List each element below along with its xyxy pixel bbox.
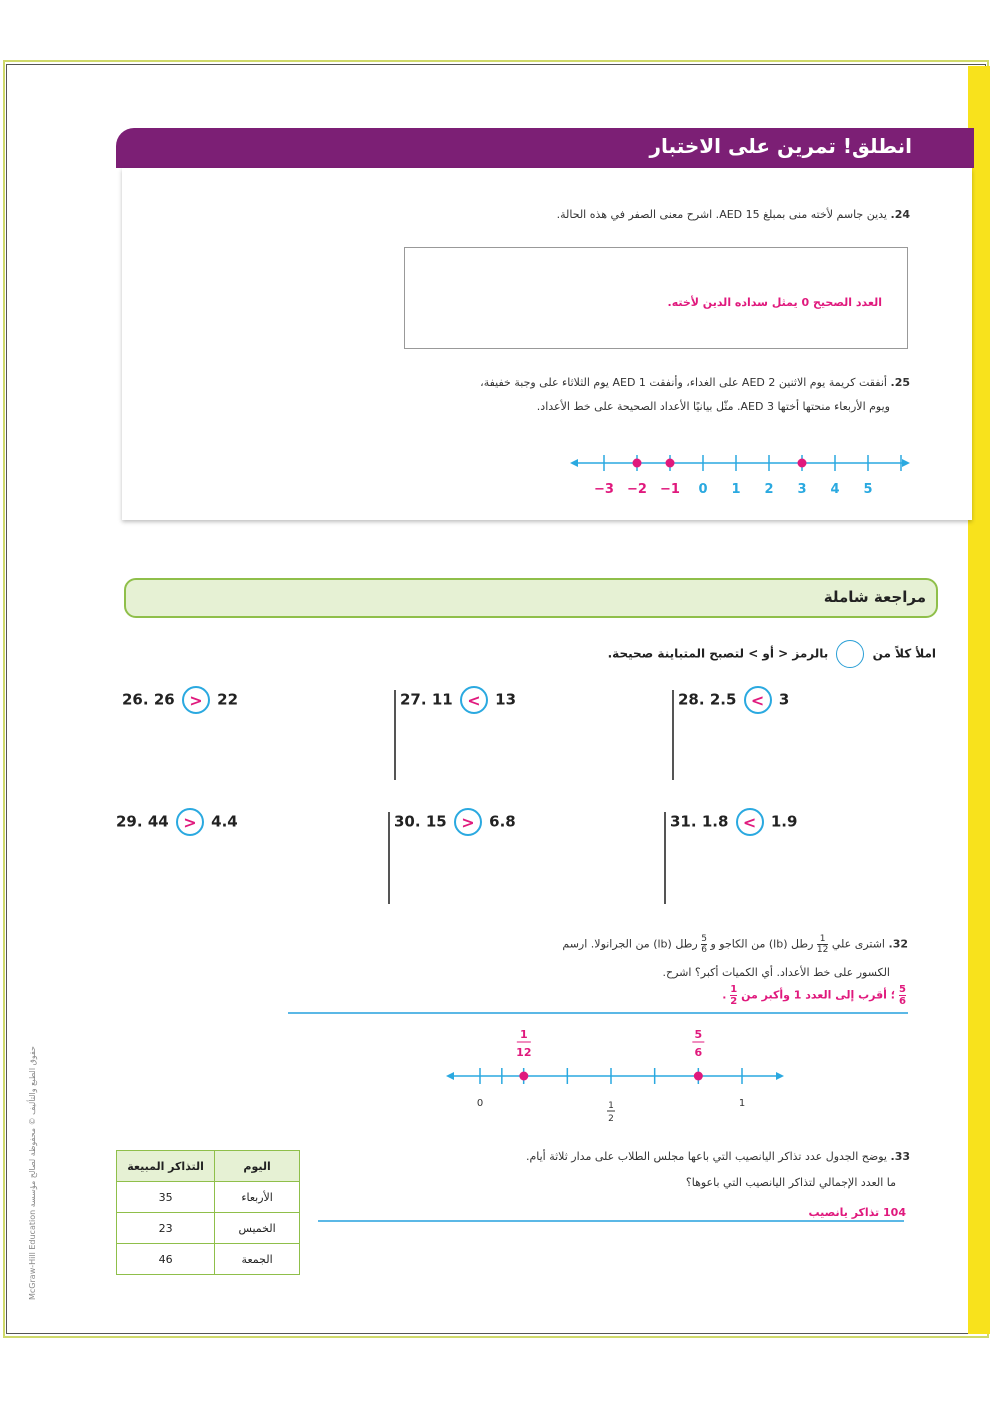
q32-answer-line [288,1012,908,1014]
circle-icon [836,640,864,668]
divider [394,690,396,780]
point-1-12 [519,1072,528,1081]
label-half-num: 1 [608,1101,614,1111]
q25-line2: ويوم الأربعاء منحتها أختها AED 3. مثّل بيانيًا الأعداد الصحيحة على خط الأعداد. [536,400,890,413]
label-1-12-num: 1 [520,1028,528,1041]
comparison-29: 29. 44 > 4.4 [116,808,238,836]
label-half-den: 2 [608,1114,614,1124]
plotted-point [633,459,642,468]
axis-label: −3 [594,482,614,497]
table-row [117,1244,300,1275]
q32-line1: 32. اشترى علي $\frac{1}{12}$ رطل (lb) من الكاجو و $\frac{5}{6}$ رطل (lb) من الجرانولا. ارسم [562,934,908,955]
answer-fraction-1-2: $\frac{1}{2}$ [730,984,738,1007]
q25-number-line [560,448,920,504]
day-cell: الجمعة [215,1244,300,1275]
label-0: 0 [476,1098,484,1109]
instruction [500,640,936,668]
review-bar [124,578,938,618]
test-practice-header [116,128,974,168]
axis-label: −2 [627,482,647,497]
label-5-6-num: 5 [694,1028,703,1041]
sold-cell: 35 [117,1182,215,1213]
table-row [117,1182,300,1213]
q25-arrow-right [902,459,910,467]
axis-label: 4 [830,482,840,497]
answer-circle[interactable]: < [736,808,764,836]
q24-statement: يدين جاسم لأخته منى بمبلغ AED 15. اشرح معنى الصفر في هذه الحالة. [556,208,887,221]
q32-answer: $\frac{5}{6}$ ؛ أقرب إلى العدد 1 وأكبر من $\frac{1}{2}$ . [722,984,906,1007]
copyright-text: McGraw-Hill Education حقوق الطبع والتأليف © محفوظة لصالح مؤسسة [28,1046,37,1300]
answer-circle[interactable]: < [460,686,488,714]
q25-arrow-left [570,459,578,467]
axis-label: 2 [764,482,774,497]
answer-circle[interactable]: < [744,686,772,714]
q25-line1-text: أنفقت كريمة يوم الاثنين AED 2 على الغداء، وأنفقت AED 1 يوم الثلاثاء على وجبة خفيفة، [480,376,887,389]
q33-line2: ما العدد الإجمالي لتذاكر اليانصيب التي باعوها؟ [685,1176,896,1189]
day-cell: الخميس [215,1213,300,1244]
instruction-part1: املأ كلاً من [872,646,936,661]
axis-label: 5 [863,482,873,497]
q32-line2: الكسور على خط الأعداد. أي الكميات أكبر؟ اشرح. [662,966,890,979]
header-title: انطلق! تمرين على الاختبار [649,134,912,158]
plotted-point [798,459,807,468]
sold-cell: 23 [117,1213,215,1244]
q24-number: 24. [890,208,910,221]
axis-label: 1 [731,482,741,497]
plotted-point [666,459,675,468]
axis-label: 0 [698,482,708,497]
comparison-27: 27. 11 < 13 [400,686,516,714]
answer-circle[interactable]: > [454,808,482,836]
answer-fraction-5-6: $\frac{5}{6}$ [899,984,906,1007]
answer-circle[interactable]: > [182,686,210,714]
label-1-12-den: 12 [516,1046,532,1059]
fraction-1-12: $\frac{1}{12}$ [816,934,829,955]
comparison-28: 28. 2.5 < 3 [678,686,789,714]
label-5-6-den: 6 [694,1046,703,1059]
q33-number: 33. [890,1150,910,1163]
q32-arrow-left [446,1072,454,1080]
comparison-30: 30. 15 > 6.8 [394,808,516,836]
q24-answer: العدد الصحيح 0 يمثل سداده الدين لأخته. [667,296,882,309]
q32-arrow-right [776,1072,784,1080]
divider [664,812,666,904]
tickets-table [116,1150,300,1275]
divider [672,690,674,780]
header-day: اليوم [215,1151,300,1182]
q33-answer: 104 تذاكر يانصيب [808,1206,906,1219]
axis-label: −1 [660,482,680,497]
instruction-part2: بالرمز < أو > لتصبح المتباينة صحيحة. [607,646,829,661]
label-1: 1 [738,1098,746,1109]
comparison-31: 31. 1.8 < 1.9 [670,808,797,836]
copyright-side-note [22,1010,42,1300]
q32-number-line [440,1020,790,1130]
fraction-5-6: $\frac{5}{6}$ [701,934,707,955]
review-title: مراجعة شاملة [823,588,926,606]
point-5-6 [694,1072,703,1081]
axis-label: 3 [797,482,807,497]
table-header-row [117,1151,300,1182]
header-sold: التذاكر المبيعة [117,1151,215,1182]
q25-number: 25. [890,376,910,389]
sold-cell: 46 [117,1244,215,1275]
comparison-26: 26. 26 > 22 [122,686,238,714]
table-row [117,1213,300,1244]
divider [388,812,390,904]
q25-line1 [410,376,910,389]
day-cell: الأربعاء [215,1182,300,1213]
q33-answer-line [318,1220,904,1222]
answer-circle[interactable]: > [176,808,204,836]
q32-number: 32. [888,937,908,951]
q24-text [420,208,910,221]
q33-line1: 33. يوضح الجدول عدد تذاكر اليانصيب التي باعها مجلس الطلاب على مدار ثلاثة أيام. [525,1150,910,1163]
